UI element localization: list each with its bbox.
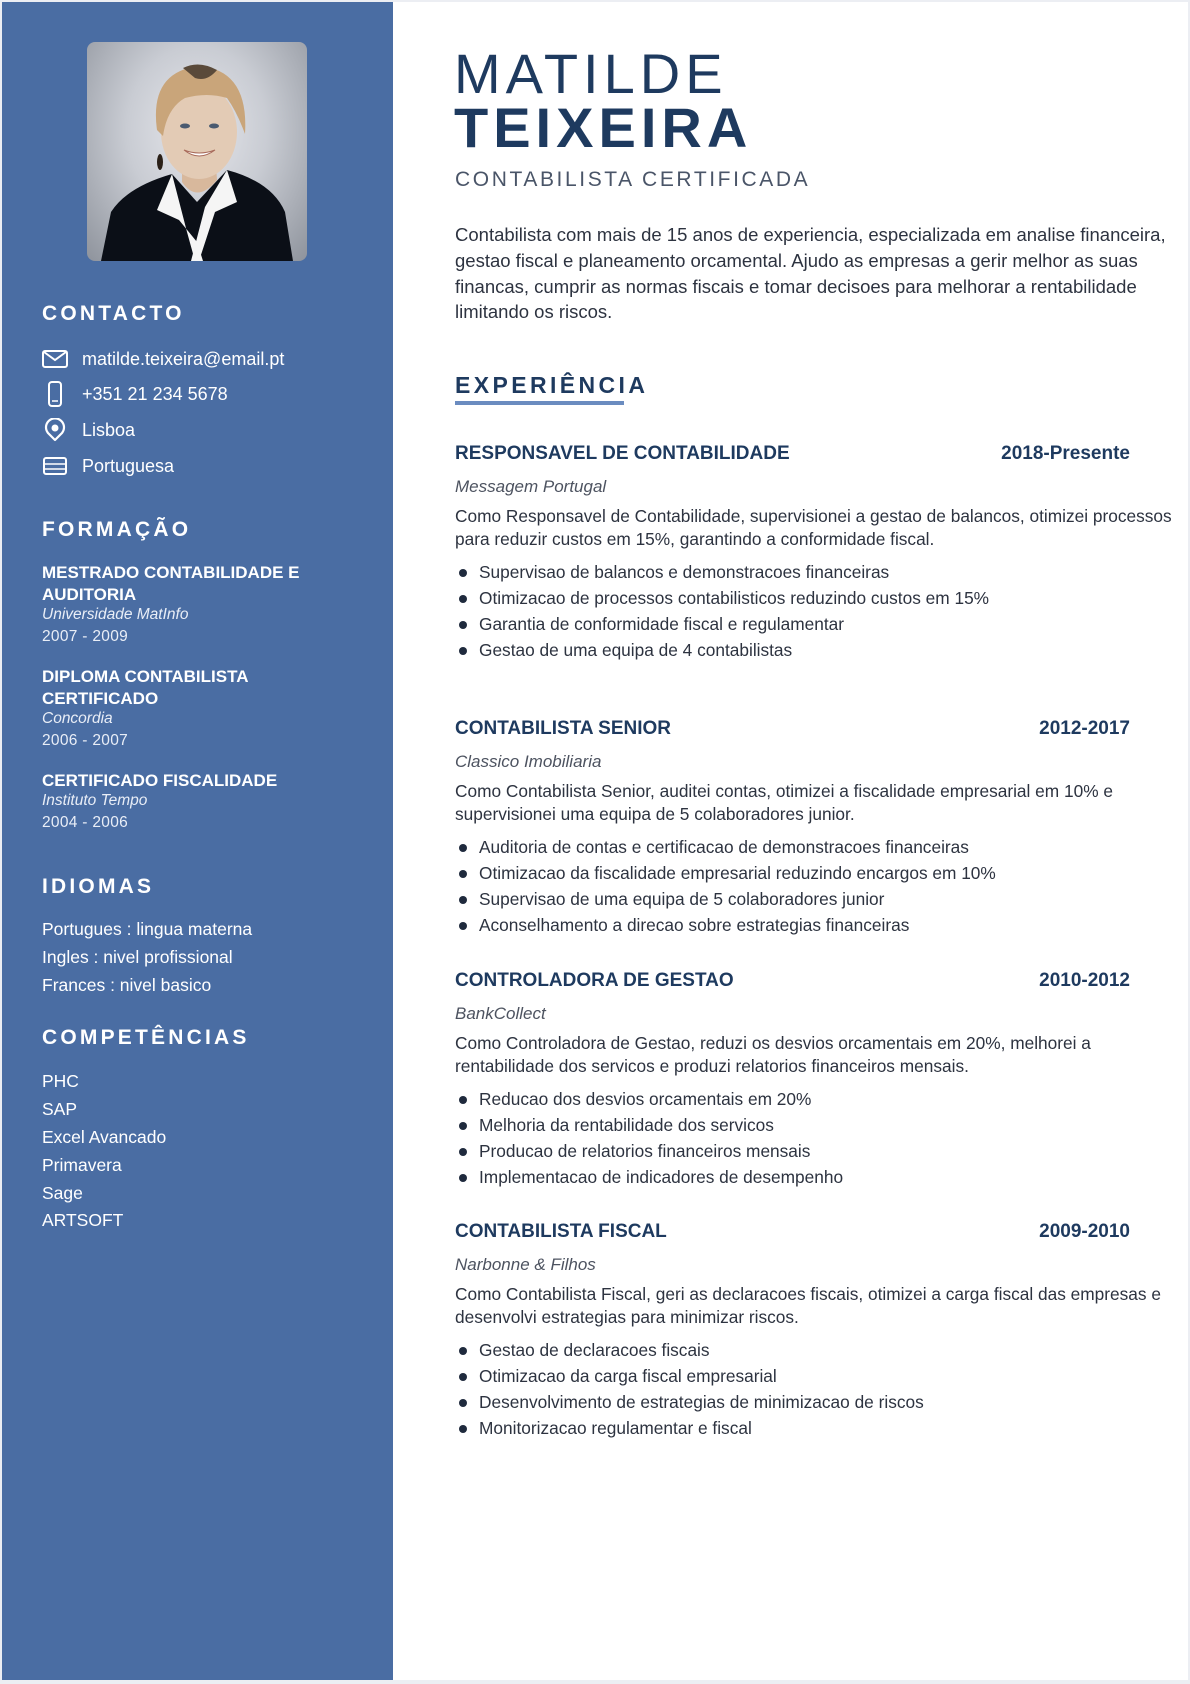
job-dates: 2012-2017 [1039, 718, 1130, 739]
education-degree: CERTIFICADO FISCALIDADE [42, 771, 278, 790]
education-heading: FORMAÇÃO [42, 518, 192, 541]
job-title: RESPONSAVEL DE CONTABILIDADE [455, 443, 790, 464]
bullet-dot-icon [459, 595, 467, 603]
job-bullet: Otimizacao da fiscalidade empresarial reduzindo encargos em 10% [455, 860, 1130, 886]
job-description: Como Controladora de Gestao, reduzi os desvios orcamentais em 20%, melhorei a rentabilidade dos servicos e produzi relatorios financeiros mensais. [455, 1033, 1091, 1077]
bullet-dot-icon [459, 621, 467, 629]
experience-underline [455, 401, 624, 405]
bullet-dot-icon [459, 1122, 467, 1130]
portrait-illustration [87, 42, 307, 261]
skill-item: ARTSOFT [42, 1210, 124, 1230]
contact-nationality [42, 453, 174, 479]
profile-photo [87, 42, 307, 261]
skill-item: Excel Avancado [42, 1127, 167, 1147]
education-years: 2006 - 2007 [42, 732, 129, 749]
job-bullets [455, 1086, 1130, 1190]
bullet-dot-icon [459, 1399, 467, 1407]
phone-icon [42, 381, 68, 407]
skill-item: Primavera [42, 1155, 122, 1175]
education-years: 2004 - 2006 [42, 814, 129, 831]
job-bullet: Desenvolvimento de estrategias de minimizacao de riscos [455, 1389, 1130, 1415]
contact-email[interactable] [42, 346, 284, 372]
education-degree: MESTRADO CONTABILIDADE E AUDITORIA [42, 563, 300, 604]
job-description: Como Contabilista Senior, auditei contas, otimizei a fiscalidade empresarial em 10% e supervisionei uma equipa de 5 colaboradores junior. [455, 781, 1113, 825]
skill-item: Sage [42, 1183, 83, 1203]
bullet-dot-icon [459, 870, 467, 878]
language-item: Ingles : nivel profissional [42, 947, 233, 967]
job-bullet: Gestao de declaracoes fiscais [455, 1337, 1130, 1363]
contact-email-text: matilde.teixeira@email.pt [82, 348, 285, 369]
job-company: Classico Imobiliaria [455, 752, 602, 771]
first-name: MATILDE [454, 42, 728, 105]
skills-heading: COMPETÊNCIAS [42, 1026, 250, 1049]
bullet-dot-icon [459, 1148, 467, 1156]
education-degree: DIPLOMA CONTABILISTA CERTIFICADO [42, 667, 248, 708]
job-company: Narbonne & Filhos [455, 1255, 596, 1274]
job-bullets [455, 559, 1130, 663]
job-title-headline: CONTABILISTA CERTIFICADA [455, 168, 811, 191]
bullet-dot-icon [459, 1373, 467, 1381]
languages-heading: IDIOMAS [42, 875, 155, 898]
bullet-dot-icon [459, 896, 467, 904]
experience-entry [455, 1221, 1161, 1441]
language-item: Portugues : lingua materna [42, 919, 253, 939]
education-school: Universidade MatInfo [42, 606, 189, 623]
education-school: Concordia [42, 710, 113, 727]
job-bullet: Melhoria da rentabilidade dos servicos [455, 1112, 1130, 1138]
job-bullet: Otimizacao da carga fiscal empresarial [455, 1363, 1130, 1389]
job-bullet: Supervisao de uma equipa de 5 colaboradores junior [455, 886, 1130, 912]
job-bullet: Producao de relatorios financeiros mensais [455, 1138, 1130, 1164]
education-school: Instituto Tempo [42, 792, 148, 809]
bullet-dot-icon [459, 569, 467, 577]
bullet-dot-icon [459, 1096, 467, 1104]
bullet-dot-icon [459, 1347, 467, 1355]
contact-phone-text: +351 21 234 5678 [82, 383, 228, 404]
job-bullets [455, 1337, 1130, 1441]
job-bullet: Otimizacao de processos contabilisticos reduzindo custos em 15% [455, 585, 1130, 611]
job-bullet: Auditoria de contas e certificacao de demonstracoes financeiras [455, 834, 1130, 860]
bullet-dot-icon [459, 1425, 467, 1433]
language-item: Frances : nivel basico [42, 975, 212, 995]
job-dates: 2009-2010 [1039, 1221, 1130, 1242]
job-dates: 2010-2012 [1039, 970, 1130, 991]
bullet-dot-icon [459, 844, 467, 852]
job-bullet: Gestao de uma equipa de 4 contabilistas [455, 637, 1130, 663]
contact-location [42, 417, 135, 443]
job-title: CONTABILISTA SENIOR [455, 718, 672, 739]
contact-phone[interactable] [42, 381, 228, 407]
bullet-dot-icon [459, 1174, 467, 1182]
job-description: Como Contabilista Fiscal, geri as declaracoes fiscais, otimizei a carga fiscal das empresas e desenvolvi estrategias para minimizar riscos. [455, 1284, 1161, 1328]
job-company: Messagem Portugal [455, 477, 607, 496]
job-bullet: Monitorizacao regulamentar e fiscal [455, 1415, 1130, 1441]
experience-entry [455, 718, 1130, 938]
job-title: CONTROLADORA DE GESTAO [455, 970, 734, 991]
experience-entry [455, 443, 1172, 663]
job-bullet: Aconselhamento a direcao sobre estrategias financeiras [455, 912, 1130, 938]
job-title: CONTABILISTA FISCAL [455, 1221, 667, 1242]
job-bullets [455, 834, 1130, 938]
skill-item: PHC [42, 1071, 79, 1091]
job-description: Como Responsavel de Contabilidade, supervisionei a gestao de balancos, otimizei processos para reduzir custos em 15%, garantindo a conformidade fiscal. [455, 506, 1172, 550]
job-company: BankCollect [455, 1004, 546, 1023]
education-years: 2007 - 2009 [42, 628, 129, 645]
profile-summary: Contabilista com mais de 15 anos de experiencia, especializada em analise financeira, gestao fiscal e planeamento orcamental. Ajudo as empresas a gerir melhor as suas financas, cumprir as normas fiscais e tomar decisoes para melhorar a rentabilidade limitando os riscos. [455, 224, 1166, 323]
location-pin-icon [42, 417, 68, 443]
id-card-icon [42, 453, 68, 479]
last-name: TEIXEIRA [454, 96, 753, 159]
contact-heading: CONTACTO [42, 302, 185, 325]
job-bullet: Reducao dos desvios orcamentais em 20% [455, 1086, 1130, 1112]
job-dates: 2018-Presente [1001, 443, 1130, 464]
job-bullet: Supervisao de balancos e demonstracoes financeiras [455, 559, 1130, 585]
experience-heading: EXPERIÊNCIA [455, 372, 649, 398]
bullet-dot-icon [459, 647, 467, 655]
contact-nationality-text: Portuguesa [82, 455, 175, 476]
job-bullet: Implementacao de indicadores de desempenho [455, 1164, 1130, 1190]
job-bullet: Garantia de conformidade fiscal e regulamentar [455, 611, 1130, 637]
contact-location-text: Lisboa [82, 419, 136, 440]
sidebar [2, 2, 393, 1680]
mail-icon [42, 346, 68, 372]
bullet-dot-icon [459, 922, 467, 930]
resume-page [2, 2, 1188, 1680]
experience-entry [455, 970, 1130, 1190]
skill-item: SAP [42, 1099, 78, 1119]
